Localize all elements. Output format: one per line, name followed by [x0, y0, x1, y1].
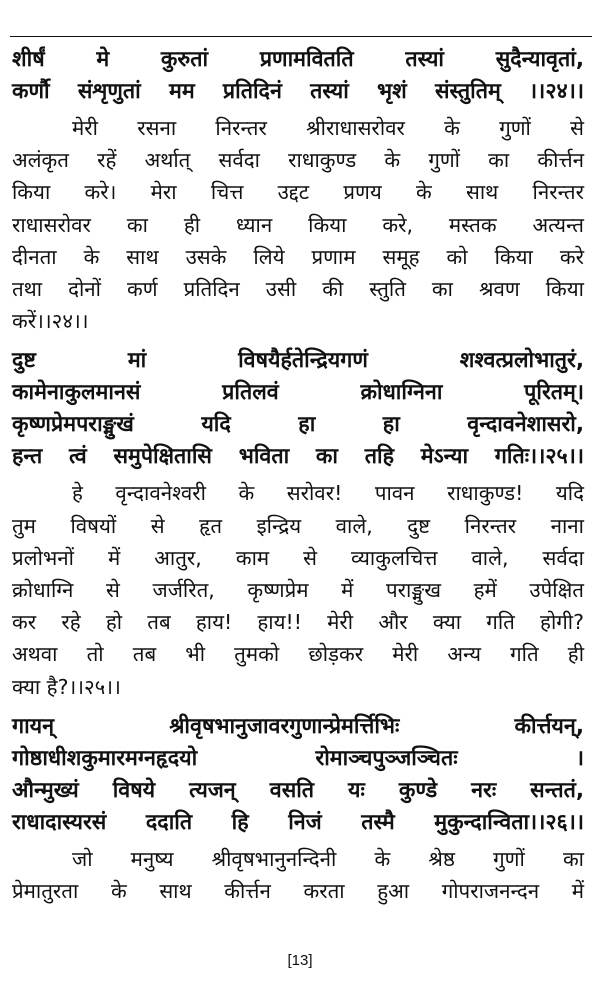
commentary-25	[12, 477, 584, 702]
para-line: राधासरोवर का ही ध्यान किया करे, मस्तक अत्यन्त	[12, 212, 584, 237]
page-content	[12, 38, 584, 915]
para-line: कर रहे हो तब हाय! हाय!! मेरी और क्या गति होगी?	[12, 610, 584, 635]
verse-line: शीर्षं मे कुरुतां प्रणामवितति तस्यां सुदैन्यावृतां,	[12, 47, 584, 72]
para-line: क्या है?।।२५।।	[12, 674, 121, 699]
para-line: मेरी रसना निरन्तर श्रीराधासरोवर के गुणों से	[72, 116, 584, 140]
verse-line: हन्त त्वं समुपेक्षितासि भविता का तहि मेऽन्या गतिः।।२५।।	[12, 444, 584, 470]
para-line: क्रोधाग्नि से जर्जरित, कृष्णप्रेम में पराङ्मुख हमें उपेक्षित	[12, 578, 584, 603]
verse-line: कर्णौ संशृणुतां मम प्रतिदिनं तस्यां भृशं संस्तुतिम् ।।२४।।	[12, 79, 584, 104]
para-line: तथा दोनों कर्ण प्रतिदिन उसी की स्तुति का श्रवण किया	[12, 277, 584, 302]
verse-26	[12, 711, 584, 839]
page-number: [13]	[287, 952, 313, 969]
verse-line: दुष्ट मां विषयैर्हतेन्द्रियगणं शश्वत्प्रलोभातुरं,	[12, 348, 584, 374]
para-line: प्रेमातुरता के साथ कीर्त्तन करता हुआ गोपराजनन्दन में	[12, 879, 584, 904]
para-line: अथवा तो तब भी तुमको छोड़कर मेरी अन्य गति ही	[12, 642, 584, 667]
verse-line: कृष्णप्रेमपराङ्मुखं यदि हा हा वृन्दावनेशासरो,	[12, 412, 584, 438]
para-line: प्रलोभनों में आतुर, काम से व्याकुलचित्त वाले, सर्वदा	[12, 545, 584, 570]
verse-line: गायन् श्रीवृषभानुजावरगुणान्प्रेमर्त्तिभिः कीर्त्तयन्,	[12, 713, 584, 739]
verse-line: औन्मुख्यं विषये त्यजन् वसति यः कुण्डे नरः सन्ततं,	[12, 777, 584, 803]
para-line: तुम विषयों से हृत इन्द्रिय वाले, दुष्ट निरन्तर नाना	[12, 513, 584, 538]
para-line: दीनता के साथ उसके लिये प्रणाम समूह को किया करे	[12, 244, 584, 269]
verse-line: गोष्ठाधीशकुमारमग्नहृदयो रोमाञ्चपुञ्जञ्चितः ।	[12, 745, 584, 771]
header-rule	[10, 36, 592, 37]
para-line: अलंकृत रहें अर्थात् सर्वदा राधाकुण्ड के गुणों का कीर्त्तन	[12, 148, 584, 173]
commentary-24	[12, 112, 584, 337]
verse-line: राधादास्यरसं ददाति हि निजं तस्मै मुकुन्दान्विता।।२६।।	[12, 809, 584, 835]
para-line: किया करे। मेरा चित्त उद्दट प्रणय के साथ निरन्तर	[12, 180, 584, 205]
commentary-26	[12, 843, 584, 907]
verse-line: कामेनाकुलमानसं प्रतिलवं क्रोधाग्निना पूरितम्।	[12, 380, 584, 406]
para-line: जो मनुष्य श्रीवृषभानुनन्दिनी के श्रेष्ठ गुणों का	[72, 846, 584, 871]
para-line: हे वृन्दावनेश्वरी के सरोवर! पावन राधाकुण्ड! यदि	[72, 481, 584, 506]
verse-25	[12, 345, 584, 473]
verse-24	[12, 44, 584, 108]
para-line: करें।।२४।।	[12, 309, 89, 334]
